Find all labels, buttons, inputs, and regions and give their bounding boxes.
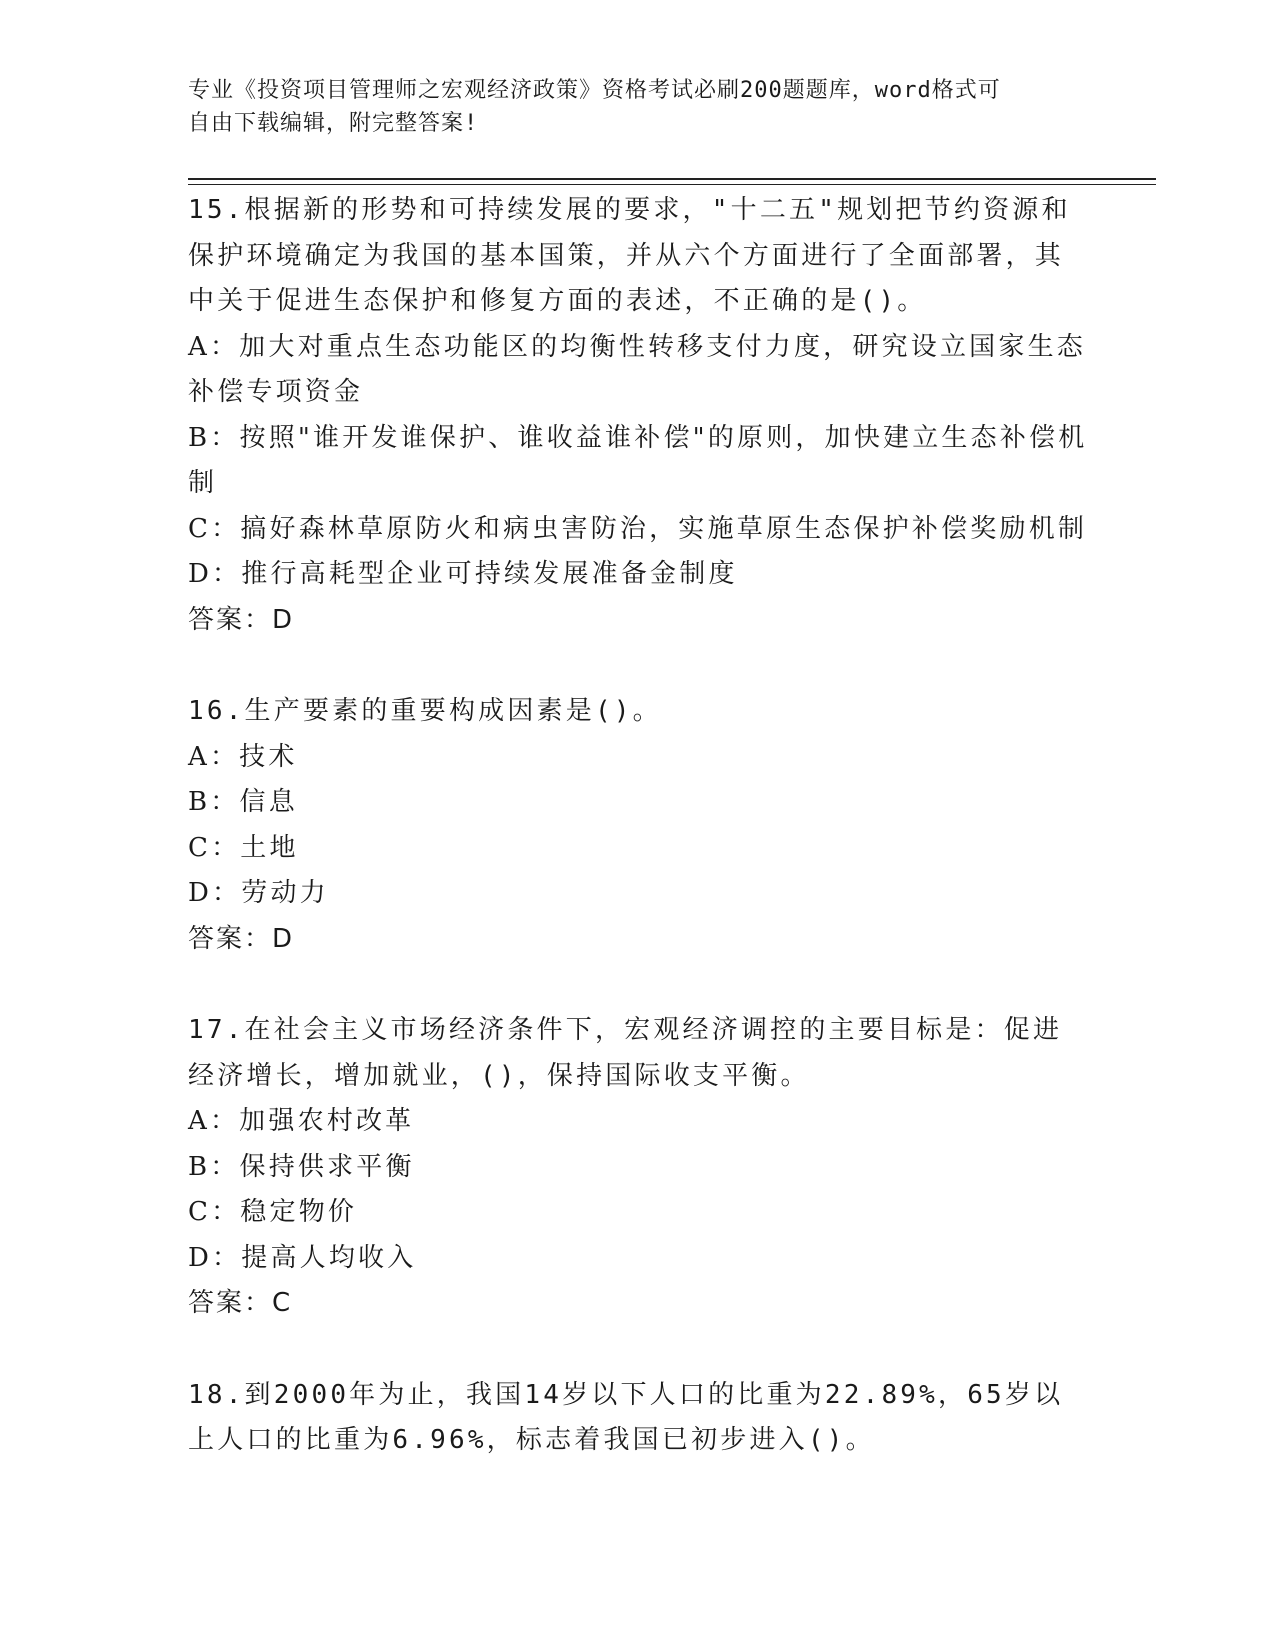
question-stem: 15.根据新的形势和可持续发展的要求，"十二五"规划把节约资源和保护环境确定为我国的基本国策，并从六个方面进行了全面部署，其中关于促进生态保护和修复方面的表述，不正确的是()。 <box>188 195 1071 316</box>
question-16 <box>188 689 1088 962</box>
spacer <box>188 1327 1088 1373</box>
option-a: A：技术 <box>188 741 298 772</box>
option-b: B：按照"谁开发谁保护、谁收益谁补偿"的原则，加快建立生态补偿机制 <box>188 422 1088 498</box>
option-a: A：加大对重点生态功能区的均衡性转移支付力度，研究设立国家生态补偿专项资金 <box>188 331 1086 407</box>
option-d: D：推行高耗型企业可持续发展准备金制度 <box>188 559 738 589</box>
option-b: B：保持供求平衡 <box>188 1151 415 1182</box>
question-17 <box>188 1008 1088 1327</box>
option-a: A：加强农村改革 <box>188 1106 415 1136</box>
answer-label: 答案：D <box>188 604 295 635</box>
question-stem: 17.在社会主义市场经济条件下，宏观经济调控的主要目标是：促进经济增长，增加就业，()，保持国际收支平衡。 <box>188 1015 1063 1091</box>
answer-label: 答案：D <box>188 923 295 954</box>
header-line-2: 自由下载编辑，附完整答案! <box>188 111 479 136</box>
header-line-1: 专业《投资项目管理师之宏观经济政策》资格考试必刷200题题库，word格式可 <box>188 78 1001 103</box>
question-stem: 18.到2000年为止，我国14岁以下人口的比重为22.89%，65岁以上人口的比重为6.96%，标志着我国已初步进入()。 <box>188 1379 1064 1455</box>
option-c: C：土地 <box>188 832 299 863</box>
option-b: B：信息 <box>188 787 298 817</box>
question-18 <box>188 1373 1088 1464</box>
question-stem: 16.生产要素的重要构成因素是()。 <box>188 696 662 726</box>
option-d: D：提高人均收入 <box>188 1242 417 1273</box>
document-header <box>188 74 1068 140</box>
answer-label: 答案：C <box>188 1288 293 1318</box>
option-c: C：稳定物价 <box>188 1197 358 1227</box>
question-15 <box>188 188 1088 643</box>
spacer <box>188 643 1088 689</box>
header-divider-thin <box>188 184 1156 185</box>
option-d: D：劳动力 <box>188 878 329 908</box>
spacer <box>188 962 1088 1008</box>
option-c: C：搞好森林草原防火和病虫害防治，实施草原生态保护补偿奖励机制 <box>188 513 1088 544</box>
header-divider <box>188 178 1156 180</box>
question-list <box>188 188 1088 1464</box>
